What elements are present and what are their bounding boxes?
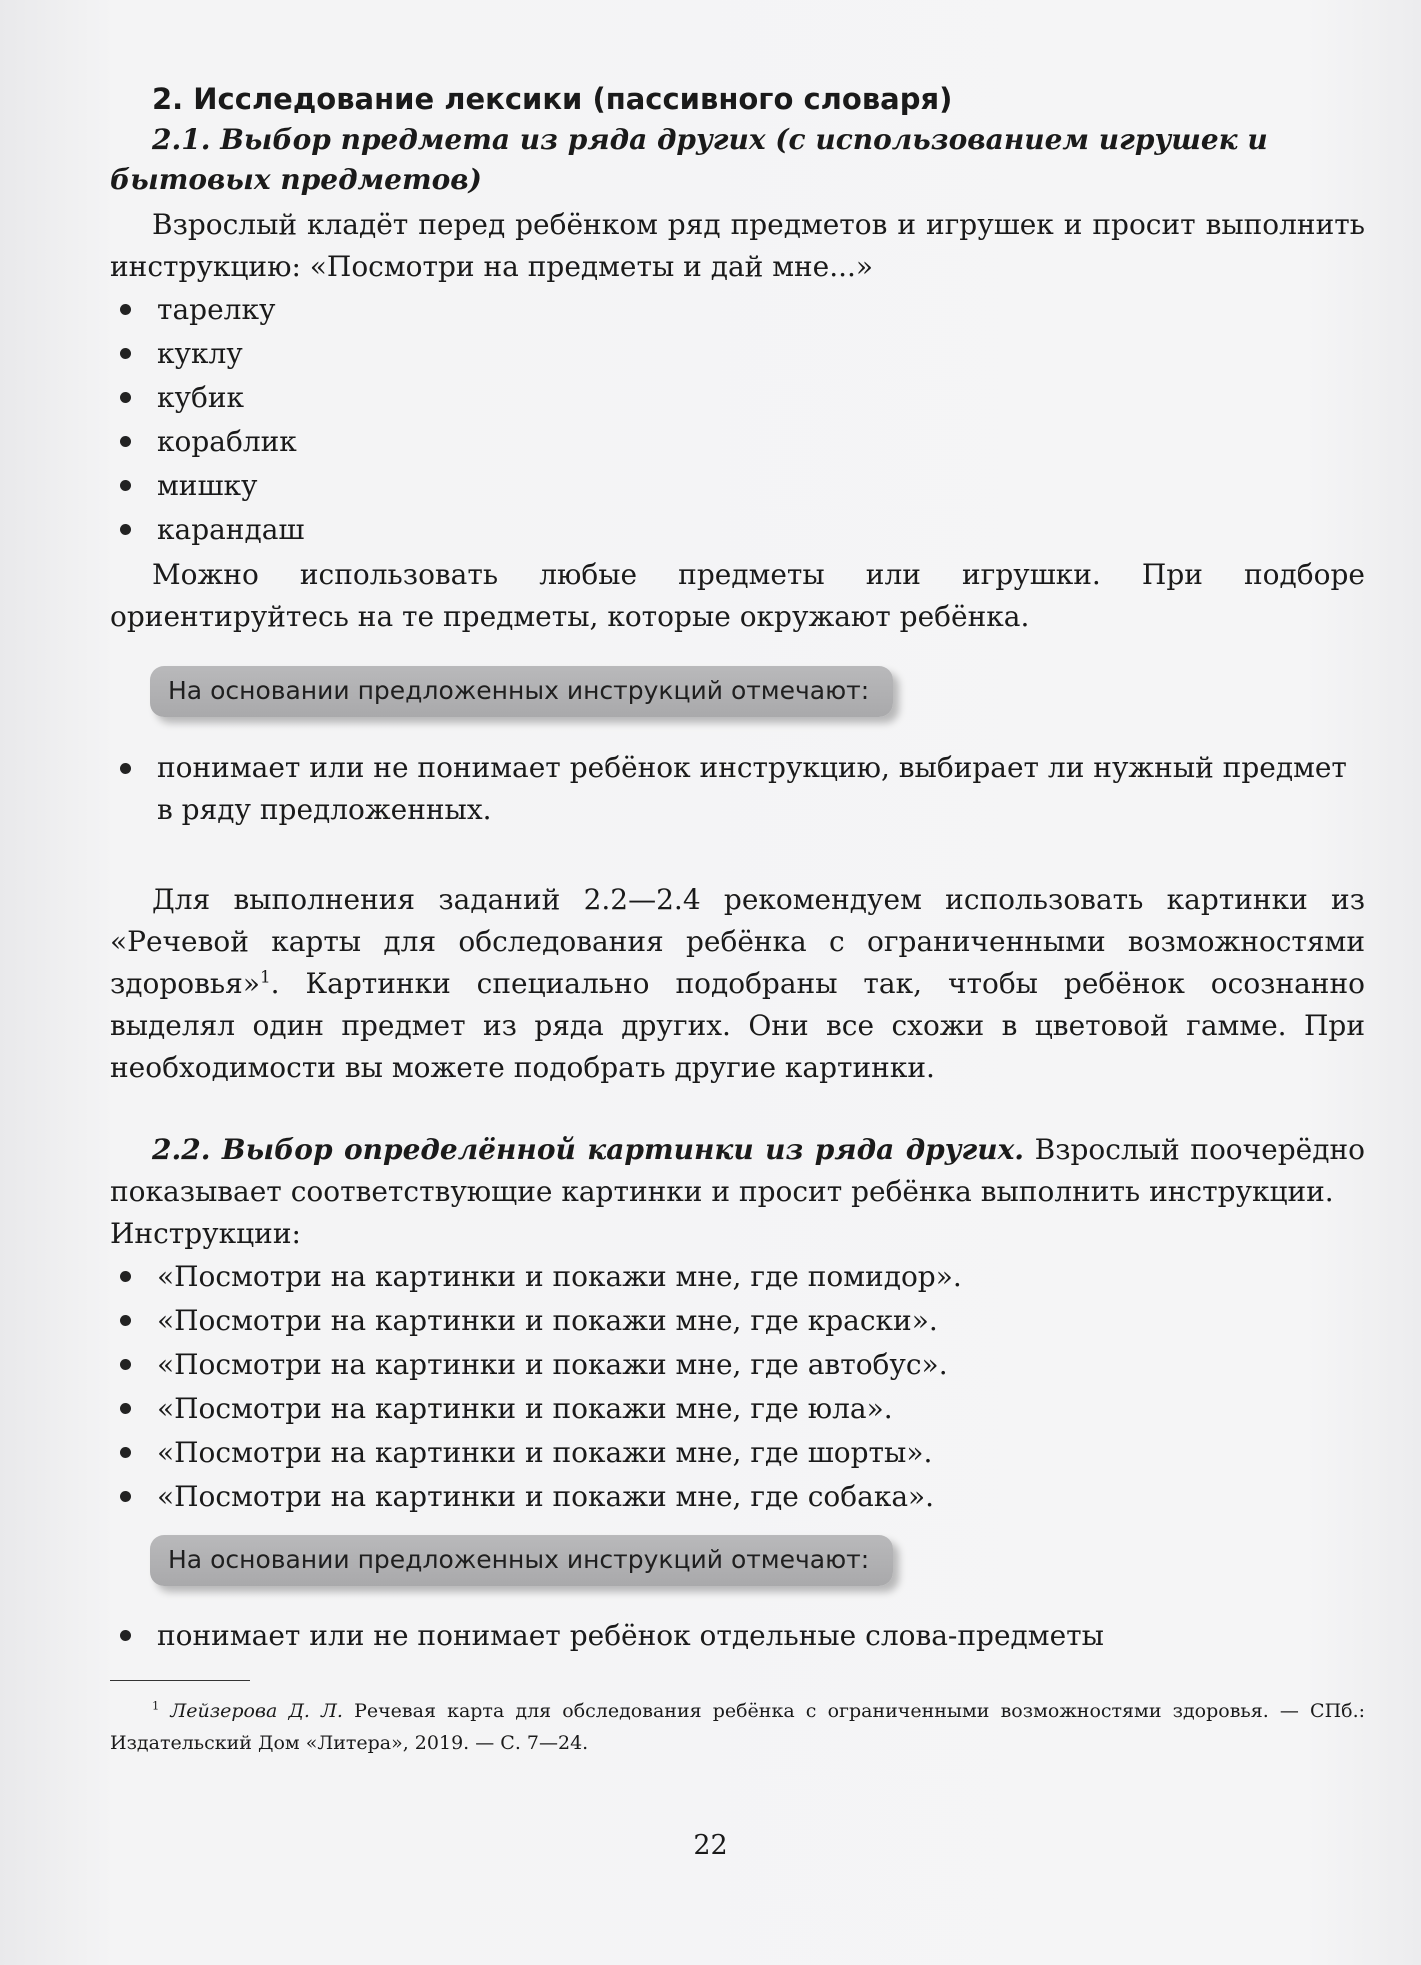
list-item: кораблик <box>110 420 1365 464</box>
list-item: тарелку <box>110 288 1365 332</box>
bullet-icon <box>120 480 131 491</box>
list-item: карандаш <box>110 508 1365 552</box>
bullet-icon <box>120 1630 131 1641</box>
list-item: «Посмотри на картинки и покажи мне, где автобус». <box>110 1343 1365 1387</box>
bullet-icon <box>120 1447 131 1458</box>
footnote-author: Лейзерова Д. Л. <box>170 1700 343 1722</box>
page-content <box>110 80 1365 1759</box>
list-item: «Посмотри на картинки и покажи мне, где собака». <box>110 1475 1365 1519</box>
list-item: понимает или не понимает ребёнок инструкцию, выбирает ли нужный предмет в ряду предложенных. <box>110 747 1365 831</box>
toy-list <box>110 288 1365 552</box>
list-item: кубик <box>110 376 1365 420</box>
paragraph-intro-2-1: Взрослый кладёт перед ребёнком ряд предметов и игрушек и просит выполнить инструкцию: «Посмотри на предметы и дай мне...» <box>110 208 1365 283</box>
footnote-marker: 1 <box>259 966 271 987</box>
bullet-icon <box>120 348 131 359</box>
bullet-icon <box>120 1315 131 1326</box>
observation-badge: На основании предложенных инструкций отмечают: <box>150 1535 893 1586</box>
list-item: «Посмотри на картинки и покажи мне, где краски». <box>110 1299 1365 1343</box>
list-item: «Посмотри на картинки и покажи мне, где шорты». <box>110 1431 1365 1475</box>
bullet-icon <box>120 1271 131 1282</box>
list-item: понимает или не понимает ребёнок отдельные слова-предметы <box>110 1614 1365 1658</box>
subsection-title-2-1: 2.1. Выбор предмета из ряда других (с использованием игрушек и бытовых предметов) <box>110 123 1268 196</box>
instruction-list <box>110 1255 1365 1519</box>
section-title: 2. Исследование лексики (пассивного словаря) <box>152 82 953 116</box>
subsection-title-2-2: 2.2. Выбор определённой картинки из ряда других. <box>152 1133 1025 1166</box>
paragraph-intro-2-2: 2.2. Выбор определённой картинки из ряда других. Взрослый поочерёдно показывает соответствующие картинки и просит ребёнка выполнить инструкции. <box>110 1133 1365 1208</box>
bullet-icon <box>120 1491 131 1502</box>
bullet-icon <box>120 763 131 774</box>
bullet-icon <box>120 304 131 315</box>
bullet-icon <box>120 1403 131 1414</box>
paragraph-recommendation: Для выполнения заданий 2.2—2.4 рекомендуем использовать картинки из «Речевой карты для обследования ребёнка с ограниченными возможностями здоровья»$^1$. Картинки специально подобраны так, чтобы ребёнок осознанно выделял один предмет из ряда других. Они все схожи в цветовой гамме. При необходимости вы можете подобрать другие картинки. <box>110 883 1365 1084</box>
badge-row <box>110 1535 1365 1586</box>
observation-badge: На основании предложенных инструкций отмечают: <box>150 666 893 717</box>
list-item: «Посмотри на картинки и покажи мне, где юла». <box>110 1387 1365 1431</box>
list-item: «Посмотри на картинки и покажи мне, где помидор». <box>110 1255 1365 1299</box>
instructions-label: Инструкции: <box>110 1217 301 1250</box>
bullet-icon <box>120 524 131 535</box>
observation-list <box>110 1614 1365 1658</box>
bullet-icon <box>120 1359 131 1370</box>
footnote: $^1$ Лейзерова Д. Л. Речевая карта для обследования ребёнка с ограниченными возможностями здоровья. — СПб.: Издательский Дом «Литера», 2019. — С. 7—24. <box>110 1698 1366 1754</box>
list-item: куклу <box>110 332 1365 376</box>
footnote-number: 1 <box>152 1698 160 1713</box>
list-item: мишку <box>110 464 1365 508</box>
page-number: 22 <box>693 1830 728 1861</box>
footnote-divider <box>110 1680 250 1681</box>
paragraph-note-2-1: Можно использовать любые предметы или игрушки. При подборе ориентируйтесь на те предметы, которые окружают ребёнка. <box>110 558 1365 633</box>
bullet-icon <box>120 436 131 447</box>
bullet-icon <box>120 392 131 403</box>
observation-list <box>110 747 1365 831</box>
badge-row <box>110 666 1365 717</box>
